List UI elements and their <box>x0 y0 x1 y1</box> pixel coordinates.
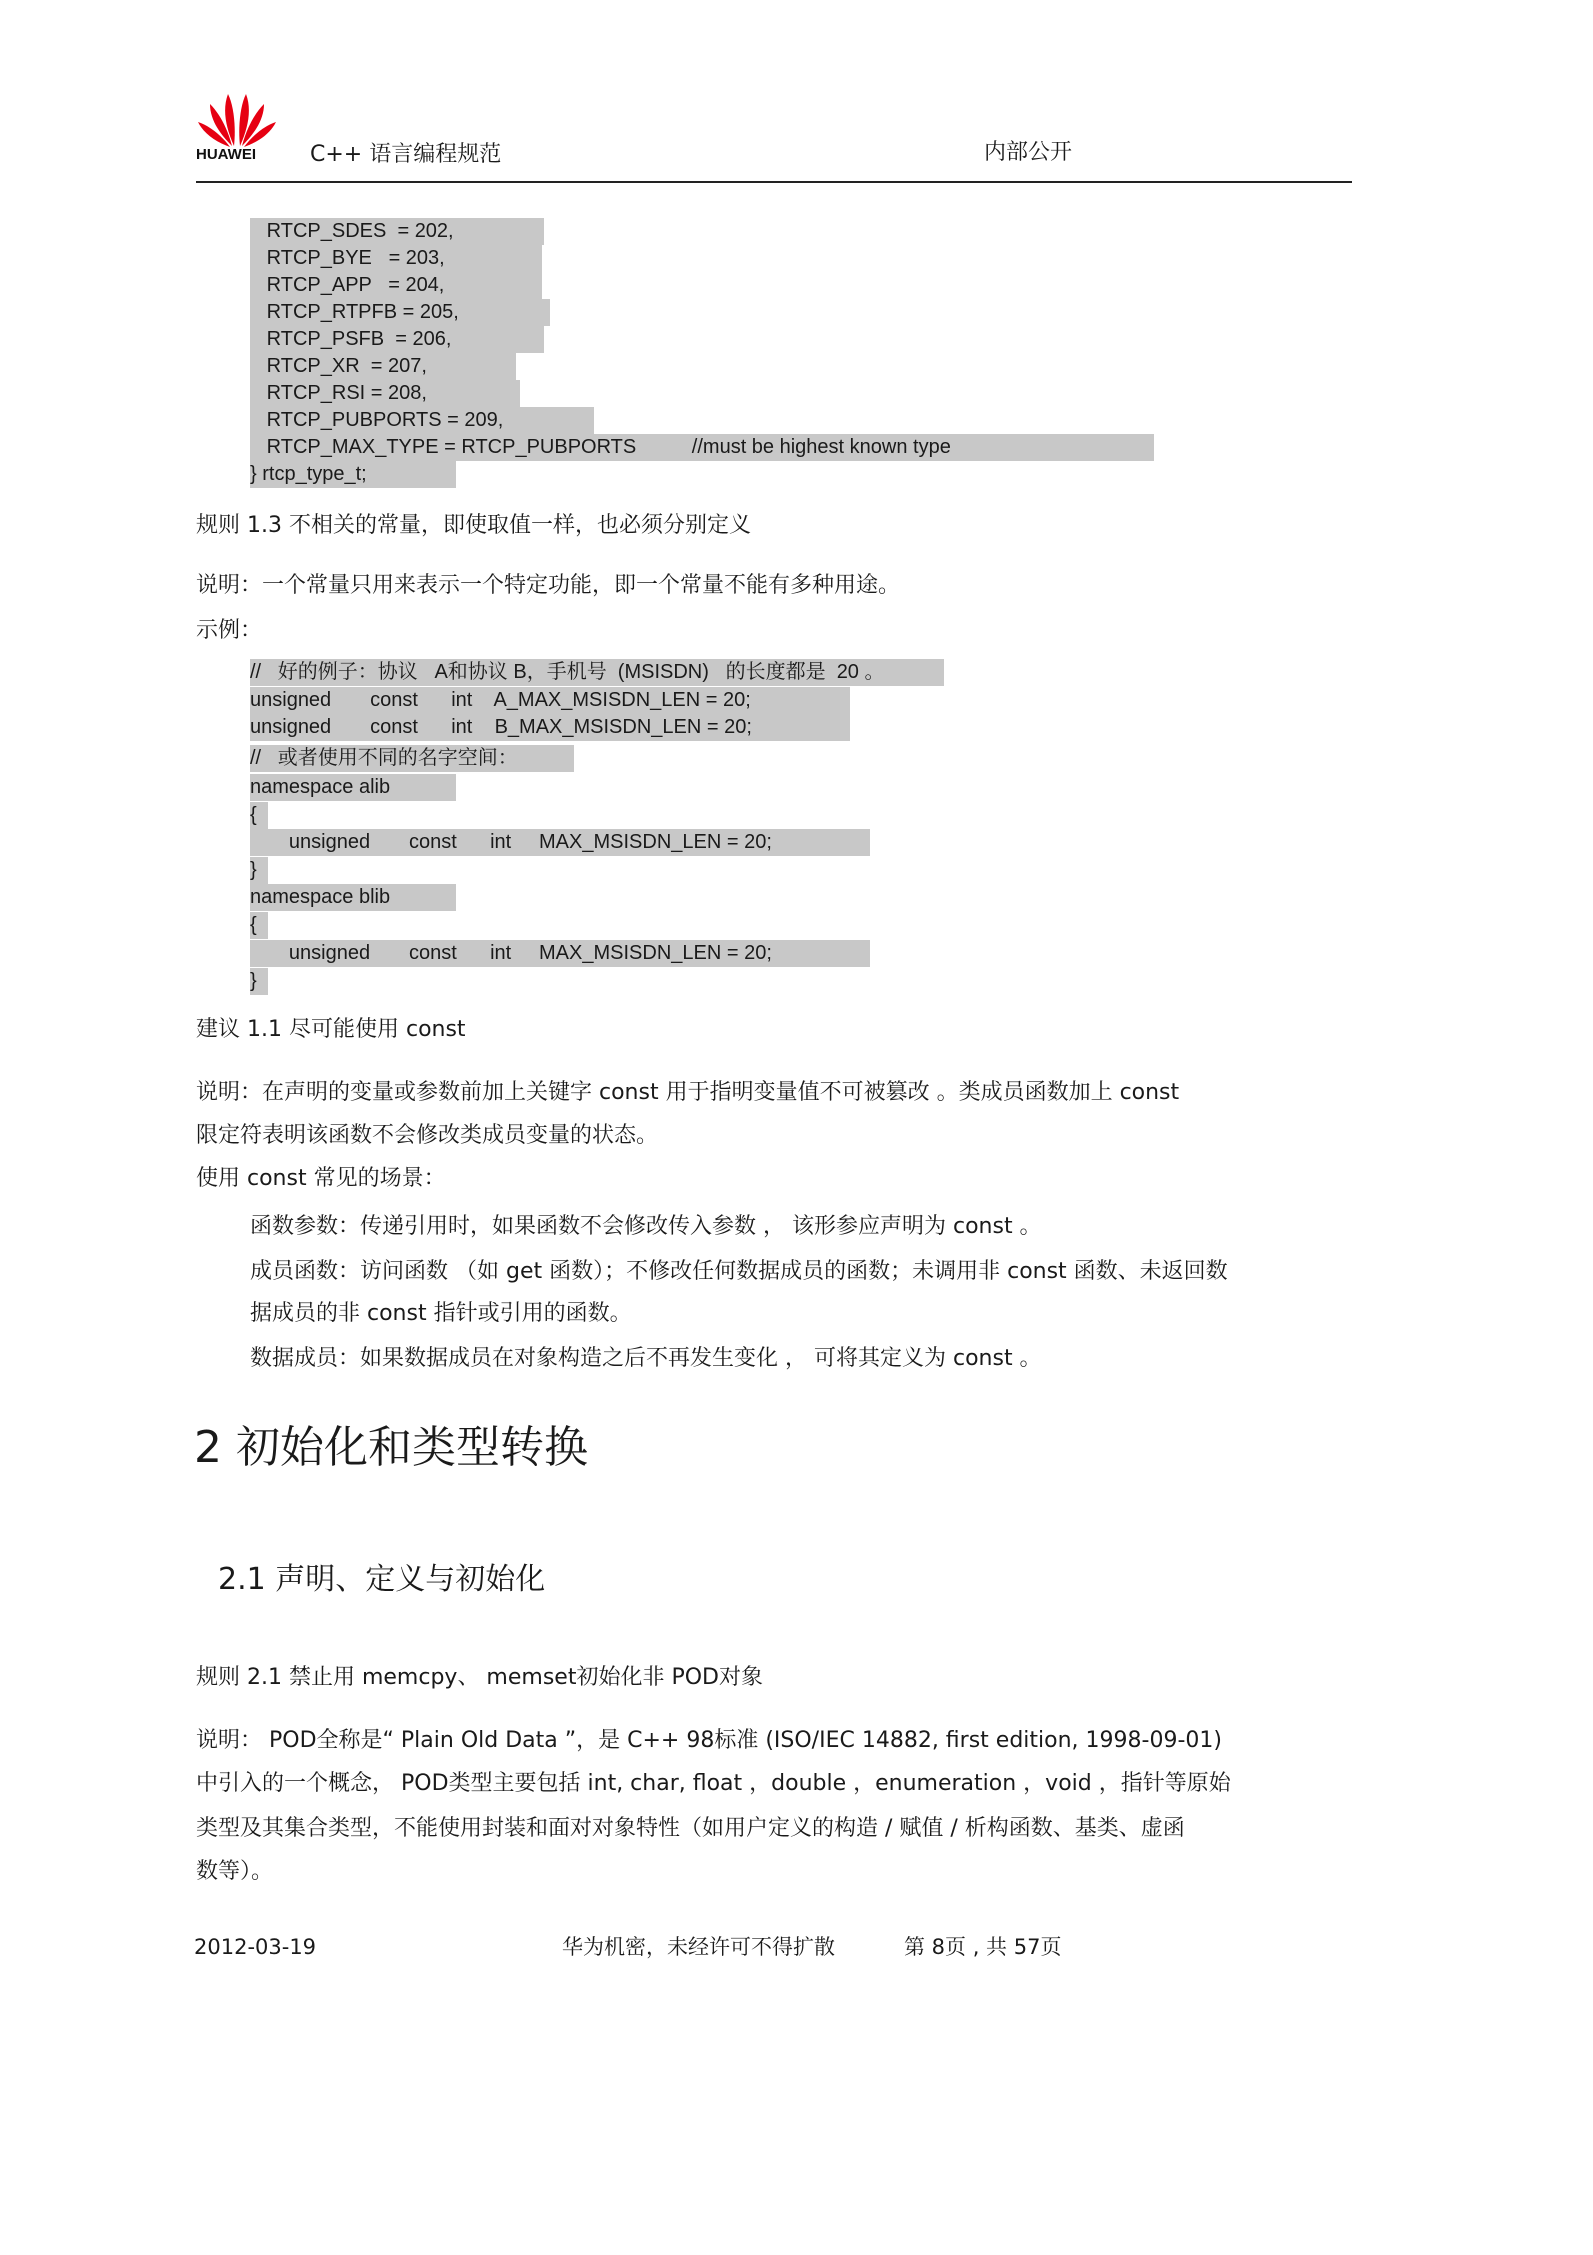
rule-2-1-title: 规则 2.1 禁止用 memcpy、 memset初始化非 POD对象 <box>196 1665 763 1690</box>
code-line: RTCP_MAX_TYPE = RTCP_PUBPORTS //must be highest known type <box>250 434 1154 461</box>
code-line: } <box>250 857 268 884</box>
code-line: RTCP_PUBPORTS = 209, <box>250 407 594 434</box>
usage-item-params: 函数参数：传递引用时，如果函数不会修改传入参数 ， 该形参应声明为 const 。 <box>250 1214 1042 1239</box>
code-line: RTCP_RSI = 208, <box>250 380 520 407</box>
header-rule <box>196 181 1352 183</box>
example-label: 示例： <box>196 618 263 643</box>
footer-confidential: 华为机密，未经许可不得扩散 <box>562 1935 835 1959</box>
code-line: { <box>250 802 268 829</box>
suggestion-1-1-desc-line1: 说明：在声明的变量或参数前加上关键字 const 用于指明变量值不可被篡改 。类成员函数加上 const <box>196 1080 1180 1105</box>
code-line: unsigned const int MAX_MSISDN_LEN = 20; <box>250 829 870 856</box>
rule-2-1-desc-line3: 类型及其集合类型，不能使用封装和面对对象特性（如用户定义的构造 / 赋值 / 析构函数、基类、虚函 <box>196 1816 1185 1841</box>
code-line: unsigned const int MAX_MSISDN_LEN = 20; <box>250 940 870 967</box>
suggestion-1-1-title: 建议 1.1 尽可能使用 const <box>196 1017 466 1042</box>
code-line: } <box>250 968 268 995</box>
doc-title: C++ 语言编程规范 <box>310 142 502 167</box>
rule-1-3-title: 规则 1.3 不相关的常量，即使取值一样，也必须分别定义 <box>196 513 751 538</box>
classification-label: 内部公开 <box>984 140 1073 165</box>
footer-date: 2012-03-19 <box>194 1935 317 1959</box>
code-line: RTCP_PSFB = 206, <box>250 326 544 353</box>
code-line: } rtcp_type_t; <box>250 461 456 488</box>
code-line: namespace blib <box>250 884 456 911</box>
usage-item-member-funcs-line1: 成员函数：访问函数 （如 get 函数）；不修改任何数据成员的函数；未调用非 const 函数、未返回数 <box>250 1259 1228 1284</box>
huawei-petals-icon <box>196 88 278 150</box>
footer-page-number: 第 8页 , 共 57页 <box>904 1935 1062 1959</box>
rule-1-3-description: 说明：一个常量只用来表示一个特定功能，即一个常量不能有多种用途。 <box>196 573 901 598</box>
code-line: // 或者使用不同的名字空间： <box>250 745 574 772</box>
chapter-2-heading: 2 初始化和类型转换 <box>194 1422 588 1473</box>
code-line: unsigned const int A_MAX_MSISDN_LEN = 20; <box>250 687 850 714</box>
code-line: RTCP_SDES = 202, <box>250 218 544 245</box>
code-line: RTCP_RTPFB = 205, <box>250 299 550 326</box>
code-line: RTCP_BYE = 203, <box>250 245 542 272</box>
code-line: RTCP_APP = 204, <box>250 272 542 299</box>
rule-2-1-desc-line4: 数等）。 <box>196 1859 274 1884</box>
suggestion-1-1-desc-line2: 限定符表明该函数不会修改类成员变量的状态。 <box>196 1123 659 1148</box>
code-line: { <box>250 912 268 939</box>
rule-2-1-desc-line1: 说明： POD全称是“ Plain Old Data ”，是 C++ 98标准 (ISO/IEC 14882, first edition, 1998-09-01) <box>196 1728 1222 1753</box>
logo-wordmark: HUAWEI <box>196 146 256 163</box>
usage-item-data-members: 数据成员：如果数据成员在对象构造之后不再发生变化 ， 可将其定义为 const 。 <box>250 1346 1042 1371</box>
code-line: unsigned const int B_MAX_MSISDN_LEN = 20; <box>250 714 850 741</box>
code-line: // 好的例子：协议 A和协议 B，手机号 (MSISDN) 的长度都是 20 。 <box>250 659 944 686</box>
code-line: namespace alib <box>250 774 456 801</box>
usage-label: 使用 const 常见的场景： <box>196 1166 446 1191</box>
code-line: RTCP_XR = 207, <box>250 353 516 380</box>
rule-2-1-desc-line2: 中引入的一个概念， POD类型主要包括 int, char, float ，double ，enumeration ，void ，指针等原始 <box>196 1771 1231 1796</box>
usage-item-member-funcs-line2: 据成员的非 const 指针或引用的函数。 <box>250 1301 632 1326</box>
section-2-1-heading: 2.1 声明、定义与初始化 <box>218 1562 546 1597</box>
